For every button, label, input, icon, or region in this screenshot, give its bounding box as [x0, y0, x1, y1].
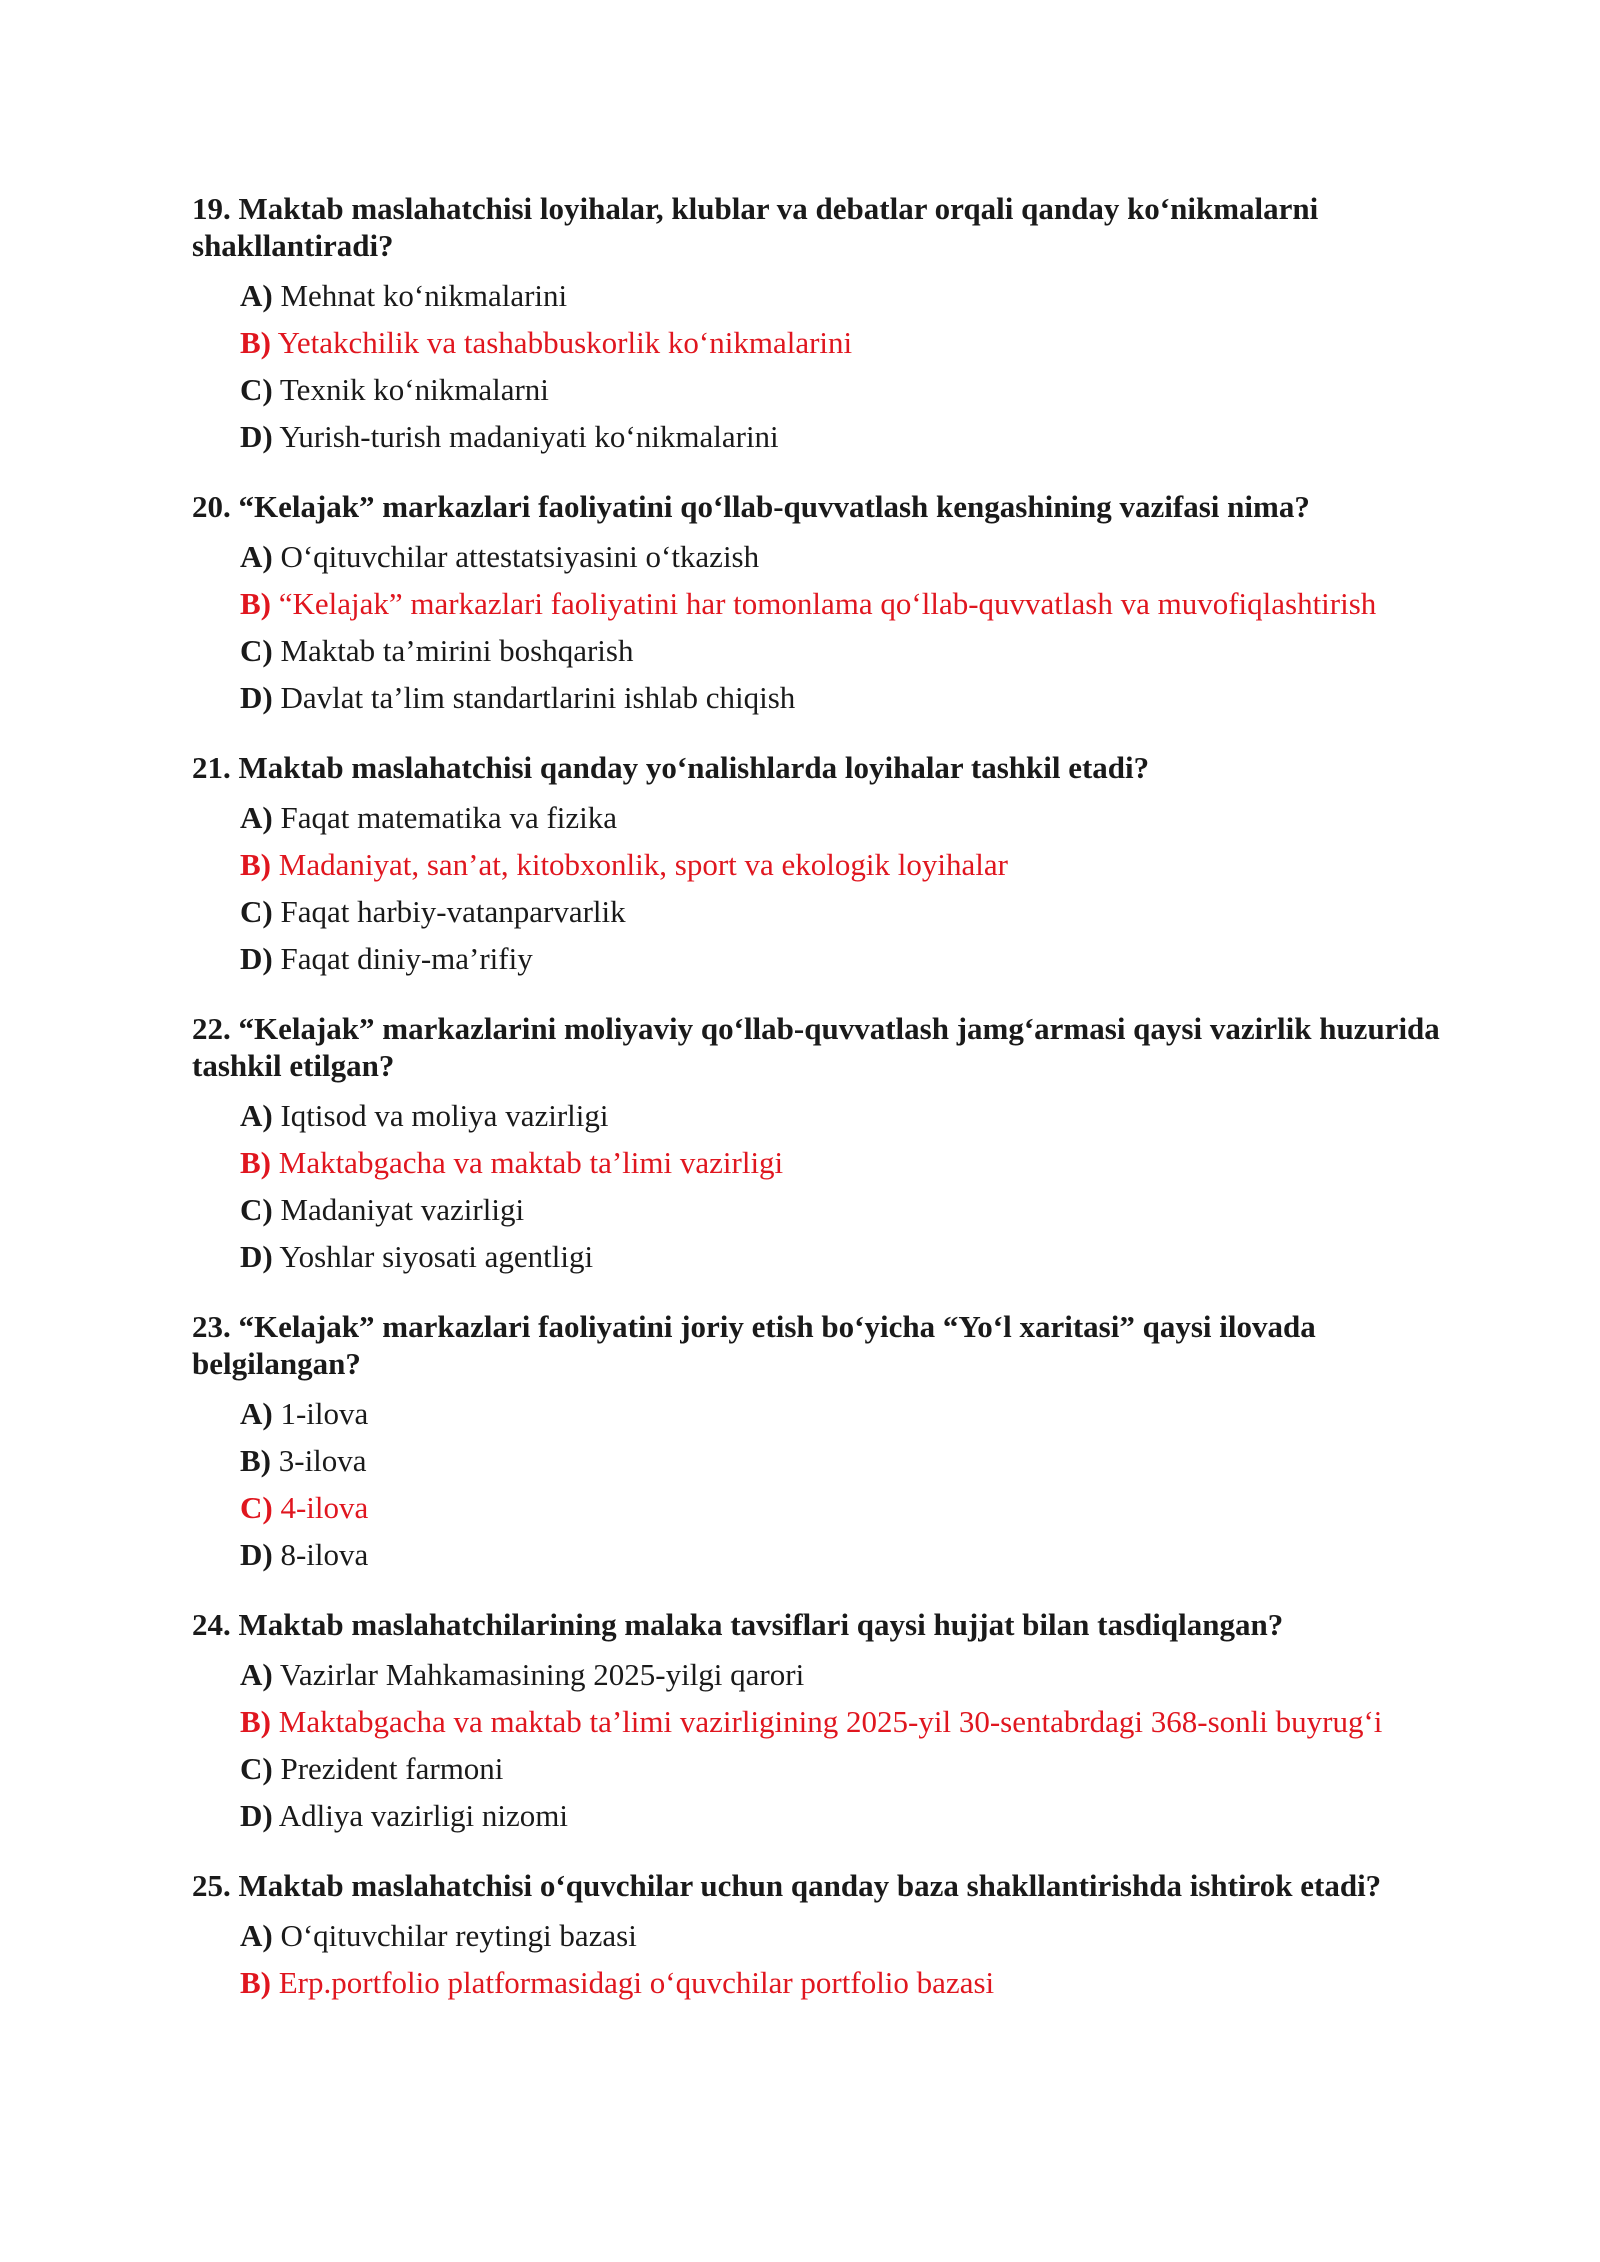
option-letter: C) — [240, 1751, 273, 1786]
option-letter: A) — [240, 278, 273, 313]
answer-option — [240, 1437, 1450, 1484]
answer-option-correct — [240, 841, 1450, 888]
option-text: Madaniyat, san’at, kitobxonlik, sport va ekologik loyihalar — [271, 847, 1008, 882]
option-letter: C) — [240, 1490, 273, 1525]
option-text: Yetakchilik va tashabbuskorlik ko‘nikmalarini — [271, 325, 853, 360]
option-letter: C) — [240, 372, 273, 407]
answer-options — [192, 272, 1450, 460]
option-letter: C) — [240, 894, 273, 929]
option-text: Yurish-turish madaniyati ko‘nikmalarini — [272, 419, 779, 454]
answer-option — [240, 1745, 1450, 1792]
option-letter: B) — [240, 847, 271, 882]
answer-option-correct — [240, 1484, 1450, 1531]
answer-option — [240, 533, 1450, 580]
option-text: Maktabgacha va maktab ta’limi vazirligining 2025-yil 30-sentabrdagi 368-sonli buyrug‘i — [271, 1704, 1383, 1739]
question-text: 23. “Kelajak” markazlari faoliyatini joriy etish bo‘yicha “Yo‘l xaritasi” qaysi ilovada belgilangan? — [192, 1309, 1316, 1381]
option-letter: A) — [240, 1918, 273, 1953]
answer-option — [240, 1651, 1450, 1698]
option-text: Texnik ko‘nikmalarni — [272, 372, 549, 407]
answer-option — [240, 272, 1450, 319]
option-letter: A) — [240, 800, 273, 835]
option-letter: A) — [240, 1396, 273, 1431]
answer-option — [240, 888, 1450, 935]
question-block — [192, 749, 1450, 982]
answer-option-correct — [240, 319, 1450, 366]
option-text: Prezident farmoni — [272, 1751, 504, 1786]
question-block — [192, 488, 1450, 721]
answer-option-correct — [240, 580, 1450, 627]
option-text: Erp.portfolio platformasidagi o‘quvchilar portfolio bazasi — [271, 1965, 995, 2000]
option-text: Yoshlar siyosati agentligi — [272, 1239, 594, 1274]
option-text: Mehnat ko‘nikmalarini — [272, 278, 568, 313]
question-block — [192, 190, 1450, 460]
option-letter: A) — [240, 539, 273, 574]
option-letter: B) — [240, 1965, 271, 2000]
question-block — [192, 1606, 1450, 1839]
answer-options — [192, 1390, 1450, 1578]
option-letter: A) — [240, 1098, 273, 1133]
question-list — [192, 190, 1450, 2006]
answer-options — [192, 1092, 1450, 1280]
option-text: Maktab ta’mirini boshqarish — [272, 633, 634, 668]
answer-option — [240, 627, 1450, 674]
question-block — [192, 1867, 1450, 2006]
answer-option — [240, 1233, 1450, 1280]
option-text: Vazirlar Mahkamasining 2025-yilgi qarori — [272, 1657, 805, 1692]
answer-option — [240, 366, 1450, 413]
answer-options — [192, 1912, 1450, 2006]
answer-option — [240, 1531, 1450, 1578]
question-text: 25. Maktab maslahatchisi o‘quvchilar uchun qanday baza shakllantirishda ishtirok etadi? — [192, 1868, 1382, 1903]
option-text: 4-ilova — [272, 1490, 369, 1525]
answer-option — [240, 413, 1450, 460]
question-block — [192, 1010, 1450, 1280]
option-letter: B) — [240, 1443, 271, 1478]
option-text: 8-ilova — [272, 1537, 369, 1572]
answer-option-correct — [240, 1139, 1450, 1186]
answer-option — [240, 674, 1450, 721]
option-letter: B) — [240, 586, 271, 621]
option-letter: C) — [240, 1192, 273, 1227]
question-text: 21. Maktab maslahatchisi qanday yo‘nalishlarda loyihalar tashkil etadi? — [192, 750, 1150, 785]
answer-option — [240, 1092, 1450, 1139]
option-letter: B) — [240, 325, 271, 360]
answer-options — [192, 533, 1450, 721]
answer-option — [240, 1186, 1450, 1233]
option-text: Madaniyat vazirligi — [272, 1192, 525, 1227]
answer-option — [240, 1792, 1450, 1839]
option-text: Adliya vazirligi nizomi — [272, 1798, 569, 1833]
answer-options — [192, 794, 1450, 982]
option-text: 1-ilova — [272, 1396, 369, 1431]
option-letter: B) — [240, 1145, 271, 1180]
option-letter: B) — [240, 1704, 271, 1739]
answer-options — [192, 1651, 1450, 1839]
answer-option-correct — [240, 1698, 1450, 1745]
option-text: Iqtisod va moliya vazirligi — [272, 1098, 609, 1133]
option-text: Faqat harbiy-vatanparvarlik — [272, 894, 626, 929]
option-letter: D) — [240, 1537, 273, 1572]
option-text: O‘qituvchilar attestatsiyasini o‘tkazish — [272, 539, 760, 574]
option-text: “Kelajak” markazlari faoliyatini har tomonlama qo‘llab-quvvatlash va muvofiqlashtirish — [271, 586, 1377, 621]
option-letter: D) — [240, 1798, 273, 1833]
option-letter: D) — [240, 419, 273, 454]
answer-option — [240, 1912, 1450, 1959]
option-text: O‘qituvchilar reytingi bazasi — [272, 1918, 637, 1953]
question-text: 20. “Kelajak” markazlari faoliyatini qo‘llab-quvvatlash kengashining vazifasi nima? — [192, 489, 1310, 524]
answer-option-correct — [240, 1959, 1450, 2006]
option-text: Davlat ta’lim standartlarini ishlab chiqish — [272, 680, 796, 715]
option-text: Faqat diniy-ma’rifiy — [272, 941, 533, 976]
answer-option — [240, 794, 1450, 841]
option-letter: A) — [240, 1657, 273, 1692]
question-block — [192, 1308, 1450, 1578]
question-text: 19. Maktab maslahatchisi loyihalar, klublar va debatlar orqali qanday ko‘nikmalarni shakllantiradi? — [192, 191, 1319, 263]
option-text: Maktabgacha va maktab ta’limi vazirligi — [271, 1145, 784, 1180]
answer-option — [240, 935, 1450, 982]
question-text: 24. Maktab maslahatchilarining malaka tavsiflari qaysi hujjat bilan tasdiqlangan? — [192, 1607, 1284, 1642]
answer-option — [240, 1390, 1450, 1437]
option-letter: D) — [240, 941, 273, 976]
question-text: 22. “Kelajak” markazlarini moliyaviy qo‘llab-quvvatlash jamg‘armasi qaysi vazirlik huzurida tashkil etilgan? — [192, 1011, 1440, 1083]
option-text: Faqat matematika va fizika — [272, 800, 618, 835]
option-letter: C) — [240, 633, 273, 668]
option-text: 3-ilova — [271, 1443, 367, 1478]
option-letter: D) — [240, 1239, 273, 1274]
option-letter: D) — [240, 680, 273, 715]
